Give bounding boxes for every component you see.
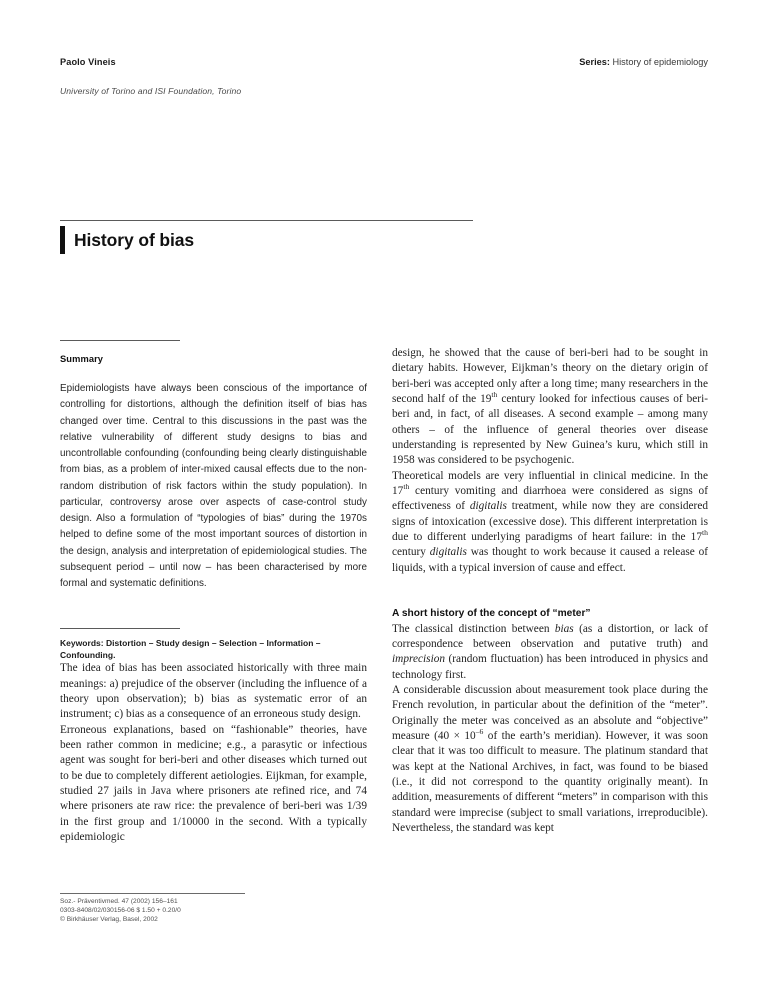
- right-paragraph-3-part-a: The classical distinction between: [392, 622, 555, 635]
- article-title-block: [60, 226, 194, 254]
- keywords-value: Distortion – Study design – Selection – Information – Confounding.: [60, 638, 321, 660]
- page-title: History of bias: [74, 230, 195, 250]
- left-paragraph-2: Erroneous explanations, based on “fashionable” theories, have been rather common in medicine; e.g., a parasytic or infectious agent was sought for beri-beri and other diseases which turned out to be due to completely different aetiologies. Eijkman, for example, studied 27 jails in Java where prisoners ate refined rice, and 74 where prisoners ate raw rice: the prevalence of beri-beri was 1/39 in the first group and 1/10000 in the second. With a typically epidemiologic: [60, 723, 367, 844]
- running-head: [60, 56, 708, 68]
- keywords-top-rule: [60, 628, 180, 629]
- imprint-copyright: © Birkhäuser Verlag, Basel, 2002: [60, 916, 158, 924]
- title-accent-bar: [60, 226, 65, 254]
- right-paragraph-2-part-d: century: [392, 546, 430, 559]
- running-head-series-label: Series:: [579, 57, 610, 67]
- right-paragraph-2-part-b: century vomiting and diarrhoea were considered as signs of effectiveness of: [392, 485, 708, 513]
- imprint-rule: [60, 893, 245, 894]
- right-paragraph-1-part-b: century looked for infectious causes of beri-beri and, in fact, of all diseases. A second example – among many others – of the influence of general theories over disease understanding is represented by New Guinea’s kuru, which still in 1958 was considered to be psychogenic.: [392, 393, 708, 467]
- right-paragraph-2-italic-2: digitalis: [429, 546, 467, 559]
- left-paragraph-1: The idea of bias has been associated historically with three main meanings: a) prejudice of the observer (including the influence of a theory upon observation); b) bias as systematic error of an instrument; c) bias as a consequence of an erroneous study design.: [60, 662, 367, 721]
- imprint-block: [60, 897, 380, 925]
- right-paragraph-1-superscript: th: [491, 390, 498, 400]
- right-paragraph-4: [392, 683, 708, 836]
- left-column: [60, 340, 367, 845]
- right-paragraph-3-part-b: (as a distortion, or lack of correspondence between observation and putative truth) and: [392, 622, 708, 650]
- right-paragraph-2-part-e: was thought to work because it caused a release of liquids, with a typical inversion of cause and effect.: [392, 546, 709, 574]
- right-paragraph-3-part-c: (random fluctuation) has been introduced in physics and technology first.: [392, 653, 708, 681]
- right-paragraph-4-part-a: A considerable discussion about measurement took place during the French revolution, in particular about the definition of the “meter”. Originally the meter was conceived as an absolute and “objective” measure (40 × 10: [392, 683, 708, 742]
- right-paragraph-2-superscript-2: th: [702, 528, 708, 538]
- right-paragraph-2-part-a: Theoretical models are very influential in clinical medicine. In the 17: [392, 469, 708, 498]
- running-head-series-value: History of epidemiology: [609, 57, 708, 67]
- imprint-citation: Soz.- Präventivmed. 47 (2002) 156–161: [60, 898, 178, 905]
- right-paragraph-1-part-a: design, he showed that the cause of beri-beri had to be sought in dietary habits. However, Eijkman’s theory on the dietary origin of beri-beri was accepted only after a long time; many researchers in the second half of the 19: [392, 347, 708, 406]
- right-paragraph-2: [392, 469, 708, 576]
- right-paragraph-3-italic-1: bias: [554, 622, 574, 635]
- section-heading-meter: A short history of the concept of “meter”: [392, 608, 591, 620]
- imprint-issn: 0303-8408/02/030156-06 $ 1.50 + 0.20/0: [60, 907, 181, 915]
- right-paragraph-3-italic-2: imprecision: [392, 653, 446, 666]
- running-head-author: Paolo Vineis: [60, 57, 116, 67]
- right-column: [392, 346, 708, 836]
- title-top-rule: [60, 220, 473, 221]
- summary-text: Epidemiologists have always been conscious of the importance of controlling for distortions, although the definition itself of bias has changed over time. Central to this discussions in the past was the relative vulnerability of different study designs to bias and uncontrollable confounding (confounding being clearly distinguishable from bias, as a problem of inter-mixed causal effects due to the non-random distribution of risk factors within the study population). In particular, controversy arose over aspects of case-control study design. Also a formulation of “typologies of bias” during the 1970s helped to define some of the most important sources of distortion in the design, analysis and interpretation of epidemiological studies. The subsequent period – until now – has been characterised by more formal and systematic definitions.: [60, 383, 367, 589]
- summary-top-rule: [60, 340, 180, 341]
- summary-heading: Summary: [60, 354, 104, 364]
- right-paragraph-3: [392, 622, 708, 683]
- right-paragraph-4-superscript: –6: [475, 727, 484, 737]
- keywords-label: Keywords:: [60, 638, 104, 649]
- right-paragraph-1: [392, 346, 708, 469]
- right-paragraph-2-part-c: treatment, while now they are considered signs of intoxication (excessive dose). This different interpretation is due to different underlying paradigms of heart failure: in the 17: [392, 500, 708, 544]
- running-head-series: [579, 56, 708, 68]
- keywords: [60, 638, 367, 661]
- right-paragraph-4-part-b: of the earth’s meridian). However, it was soon clear that it was too difficult to measure. The platinum standard that was kept at the National Archives, in fact, was found to be biased (i.e., it did not correspond to the quantity originally meant). In addition, measurements of different “meters” in comparison with this standard were imprecise (subject to small variations, irreproducible). Nevertheless, the standard was kept: [392, 729, 708, 834]
- right-paragraph-2-italic-1: digitalis: [469, 500, 507, 513]
- right-paragraph-2-superscript-1: th: [403, 482, 410, 492]
- author-affiliation: University of Torino and ISI Foundation, Torino: [60, 86, 242, 96]
